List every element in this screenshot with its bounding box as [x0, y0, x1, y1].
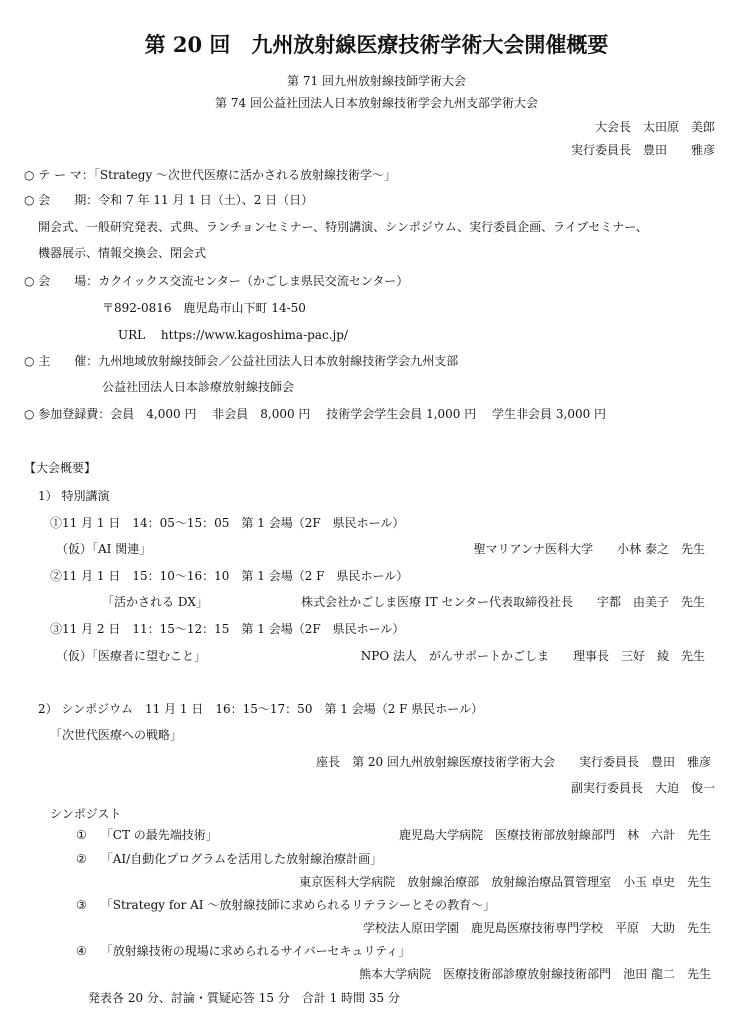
talk-4-speaker: 熊本大学病院 医療技術部診療放射線技術部門 池田 龍二 先生	[359, 967, 711, 981]
venue-postal: 〒892-0816 鹿児島市山下町 14-50	[102, 301, 306, 315]
host-line-2: 公益社団法人日本診療放射線技師会	[102, 380, 295, 394]
lecture-3-speaker: NPO 法人 がんサポートかごしま 理事長 三好 綾 先生	[360, 649, 705, 663]
lecture-1-topic: （仮）「AI 関連」	[56, 542, 152, 556]
officer-role: 実行委員長	[570, 143, 631, 157]
talk-title: 「AI/自動化プログラムを活用した放射線治療計画」	[100, 852, 383, 866]
page-title: 第 20 回 九州放射線医療技術学術大会開催概要	[144, 32, 609, 57]
host-line-1: ○ 主 催：九州地域放射線技師会／公益社団法人日本放射線技術学会九州支部	[24, 354, 459, 368]
program-line-2: 機器展示、情報交換会、閉会式	[38, 246, 207, 260]
talk-number: ①	[76, 828, 87, 842]
venue-url: URL https://www.kagoshima-pac.jp/	[118, 328, 348, 342]
lecture-1-speaker: 聖マリアンナ医科大学 小林 泰之 先生	[473, 542, 705, 556]
subtitle-74th: 第 74 回公益社団法人日本放射線技術学会九州支部学術大会	[215, 96, 538, 110]
symposists-header: シンポジスト	[50, 807, 122, 821]
timing-note: 発表各 20 分、討論・質疑応答 15 分 合計 1 時間 35 分	[88, 991, 400, 1005]
talk-4	[76, 943, 410, 959]
lecture-2-topic: 「活かされる DX」	[102, 595, 208, 609]
talk-number: ④	[76, 944, 87, 958]
theme-line: ○ テ ー マ：「Strategy ～次世代医療に活かされる放射線技術学～」	[24, 168, 397, 182]
subtitle-71st: 第 71 回九州放射線技師学術大会	[287, 74, 466, 88]
talk-title: 「Strategy for AI ～放射線技師に求められるリテラシーとその教育～」	[100, 898, 496, 912]
officer-president	[595, 119, 715, 135]
lecture-3-topic: （仮）「医療者に望むこと」	[56, 649, 207, 663]
officer-committee-chair	[571, 142, 715, 158]
lecture-2-when: ②11 月 1 日 15：10～16：10 第 1 会場（2 F 県民ホール）	[50, 569, 409, 583]
period-line: ○ 会 期：令和 7 年 11 月 1 日（土）、2 日（日）	[24, 193, 314, 207]
lecture-1-when: ①11 月 1 日 14：05～15：05 第 1 会場（2F 県民ホール）	[50, 516, 405, 530]
special-lecture-header: 1） 特別講演	[38, 489, 110, 503]
talk-title: 「CT の最先端技術」	[100, 828, 218, 842]
talk-3-speaker: 学校法人原田学園 鹿児島医療技術専門学校 平原 大助 先生	[362, 921, 711, 935]
talk-number: ②	[76, 852, 87, 866]
officer-role: 大会長	[594, 120, 631, 134]
overview-header: 【大会概要】	[24, 461, 97, 475]
talk-1	[76, 827, 218, 843]
talk-1-speaker: 鹿児島大学病院 医療技術部放射線部門 林 六計 先生	[398, 828, 711, 842]
officer-name: 太田原 美郎	[642, 120, 715, 134]
lecture-3-when: ③11 月 2 日 11：15～12：15 第 1 会場（2F 県民ホール）	[50, 622, 405, 636]
venue-line: ○ 会 場：カクイックス交流センター（かごしま県民交流センター）	[24, 274, 409, 288]
symposium-header: 2） シンポジウム 11 月 1 日 16：15～17：50 第 1 会場（2 F 県民ホール）	[38, 702, 484, 716]
lecture-2-speaker: 株式会社かごしま医療 IT センター代表取締役社長 宇都 由美子 先生	[301, 595, 705, 609]
fee-line: ○ 参加登録費：会員 4,000 円 非会員 8,000 円 技術学会学生会員 1,000 円 学生非会員 3,000 円	[24, 407, 607, 421]
talk-title: 「放射線技術の現場に求められるサイバーセキュリティ」	[100, 944, 411, 958]
talk-3	[76, 897, 495, 913]
program-line-1: 開会式、一般研究発表、式典、ランチョンセミナー、特別講演、シンポジウム、実行委員企画、ライブセミナー、	[38, 220, 648, 234]
talk-number: ③	[76, 898, 87, 912]
officer-name: 豊田 雅彦	[642, 143, 715, 157]
symposium-chair-2: 副実行委員長 大迫 俊一	[570, 781, 715, 795]
symposium-title: 「次世代医療への戦略」	[50, 728, 183, 742]
symposium-chair-1: 座長 第 20 回九州放射線医療技術学術大会 実行委員長 豊田 雅彦	[316, 755, 711, 769]
talk-2	[76, 851, 382, 867]
talk-2-speaker: 東京医科大学病院 放射線治療部 放射線治療品質管理室 小玉 卓史 先生	[299, 875, 711, 889]
